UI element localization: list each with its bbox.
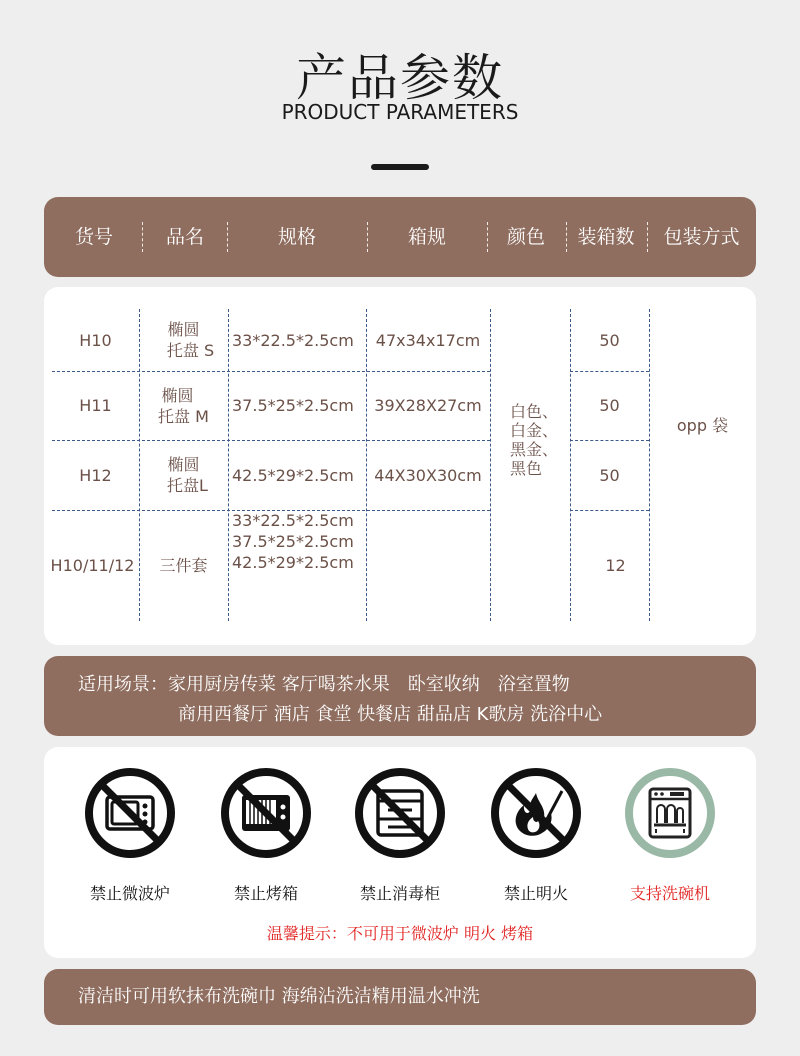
cell-name-line: 托盘L (167, 476, 208, 495)
color-line: 黑色 (510, 459, 543, 478)
usage-label: 禁止消毒柜 (359, 884, 440, 903)
page-title-en: PRODUCT PARAMETERS (281, 100, 519, 124)
cell-qty: 12 (605, 556, 626, 575)
cell-spec (232, 510, 366, 621)
color-line: 白色、 (510, 402, 559, 421)
page-title-cn: 产品参数 (296, 49, 504, 107)
usage-item (486, 767, 586, 904)
header-qty: 装箱数 (577, 226, 635, 248)
cell-carton (366, 510, 490, 621)
cell-sku: H10 (79, 330, 112, 350)
cell-carton: 44X30X30cm (374, 465, 482, 485)
usage-label: 禁止微波炉 (89, 884, 170, 903)
cell-qty: 50 (599, 465, 620, 485)
cell-spec-line: 37.5*25*2.5cm (232, 532, 354, 551)
usage-item (620, 767, 720, 904)
header-name: 品名 (165, 226, 204, 248)
cell-carton: 47x34x17cm (375, 330, 481, 350)
header-sku: 货号 (74, 226, 113, 248)
usage-icons-card (44, 747, 756, 958)
title-underline (371, 164, 429, 170)
cell-color (490, 309, 570, 621)
usage-item (350, 767, 450, 904)
no-oven-icon (220, 767, 312, 859)
color-line: 黑金、 (510, 440, 559, 459)
header-color: 颜色 (506, 226, 545, 248)
cell-name-line: 托盘 S (166, 341, 215, 360)
cell-sku: H12 (79, 465, 112, 485)
cell-name-line: 椭圆 (167, 455, 200, 474)
warning-tip: 温馨提示：不可用于微波炉 明火 烤箱 (266, 924, 534, 943)
no-open-flame-icon (490, 767, 582, 859)
cell-qty: 50 (599, 396, 620, 415)
cell-spec: 37.5*25*2.5cm (232, 396, 354, 415)
cell-carton: 39X28X27cm (374, 396, 482, 415)
usage-label: 禁止明火 (503, 884, 568, 903)
cleaning-instructions: 清洁时可用软抹布洗碗巾 海绵沾洗洁精用温水冲洗 (44, 969, 756, 1025)
cell-spec: 42.5*29*2.5cm (232, 465, 354, 485)
cell-name (139, 309, 228, 371)
cell-sku: H11 (79, 396, 112, 415)
scenes-line: 适用场景：家用厨房传菜 客厅喝茶水果 卧室收纳 浴室置物 (78, 674, 570, 695)
usage-item (80, 767, 180, 904)
cell-name: 三件套 (159, 556, 208, 575)
color-line: 白金、 (510, 421, 559, 440)
cell-name-line: 椭圆 (161, 385, 194, 405)
cell-spec-line: 33*22.5*2.5cm (232, 511, 354, 530)
cell-qty: 50 (599, 330, 620, 350)
header-packaging: 包装方式 (663, 226, 740, 248)
cell-name (139, 440, 228, 510)
cell-name (139, 371, 228, 440)
usage-label: 支持洗碗机 (629, 884, 710, 903)
usage-item (216, 767, 316, 904)
cell-name-line: 椭圆 (167, 320, 200, 339)
cell-spec: 33*22.5*2.5cm (232, 330, 354, 350)
header-spec: 规格 (277, 226, 316, 248)
cell-spec-line: 42.5*29*2.5cm (232, 553, 354, 572)
usage-label: 禁止烤箱 (233, 884, 298, 903)
header-carton: 箱规 (407, 226, 446, 248)
scenes-line: 商用西餐厅 酒店 食堂 快餐店 甜品店 K歌房 洗浴中心 (178, 704, 603, 725)
table-grid-line (228, 309, 229, 621)
cell-sku: H10/11/12 (50, 556, 135, 575)
table-header (44, 197, 756, 277)
cell-packaging: opp 袋 (676, 415, 729, 435)
no-sterilizer-icon (354, 767, 446, 859)
no-microwave-icon (84, 767, 176, 859)
usage-scenes (44, 656, 756, 736)
parameter-table (44, 287, 756, 645)
cell-name-line: 托盘 M (158, 406, 209, 426)
dishwasher-icon (624, 767, 716, 859)
